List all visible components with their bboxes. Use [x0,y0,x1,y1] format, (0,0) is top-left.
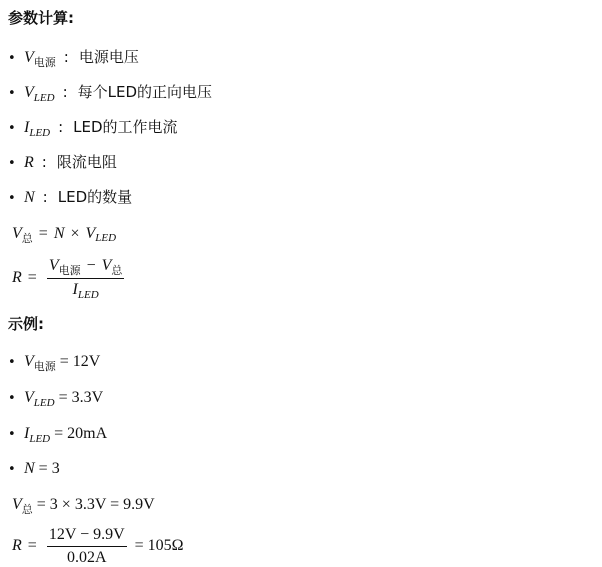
fraction-numerator: 12V − 9.9V [48,525,125,543]
formula-total-voltage: V 总 = N × V LED [12,225,117,245]
example-value: = 3.3V [58,389,104,406]
example-item-led-count: • N = 3 [8,458,60,480]
bullet-icon: • [8,121,16,136]
formula-resistor: R = $\frac{V_{电源} - V_总}{I_{LED}}$ [12,256,123,301]
param-item-led-current: • $I_{LED}$ : LED的工作电流 [8,118,178,139]
param-description: LED的数量 [57,188,133,206]
param-subscript: LED [29,127,51,139]
param-item-supply-voltage: • $V_{电源}$ : 电源电压 [8,48,139,69]
example-item-led-voltage: • $V_{LED} = 3.3V$ [8,389,104,409]
bullet-icon: • [8,391,16,406]
fraction [47,257,125,300]
param-item-resistor: • R : 限流电阻 [8,151,117,173]
param-symbol: I [24,119,30,136]
example-item-supply-voltage: • $V_{电源} = 12V$ [8,353,101,373]
example-formula-total-voltage: V 总 = 3 × 3.3V = 9.9V [12,496,155,516]
param-subscript: 电源 [33,56,56,69]
params-heading: 参数计算: [8,9,74,27]
param-symbol: N [24,189,35,206]
example-item-led-current: • $I_{LED} = 20mA$ [8,425,108,445]
bullet-icon: • [8,355,16,370]
param-description: LED的工作电流 [73,118,178,136]
bullet-icon: • [8,462,16,477]
param-symbol: V [24,49,34,66]
example-value: = 3 [38,460,60,477]
example-value: = 12V [59,353,101,370]
example-formula-resistor: R = $\frac{12V - 9.9V}{0.02A}$ = 105Ω [12,525,184,566]
param-subscript: LED [33,92,55,104]
fraction-denominator: 0.02A [66,548,107,566]
bullet-icon: • [8,191,16,206]
param-description: 限流电阻 [56,153,117,171]
fraction-bar [47,546,127,547]
fraction [47,526,127,567]
param-description: 每个LED的正向电压 [77,83,213,101]
param-description: 电源电压 [78,48,139,66]
bullet-icon: • [8,427,16,442]
param-item-led-voltage: • $V_{LED}$ : 每个LED的正向电压 [8,83,213,104]
fraction-numerator: $V_{电源} - V_总$ [48,256,123,277]
param-item-led-count: • N : LED的数量 [8,186,132,208]
example-value: = 20mA [54,425,108,442]
fraction-bar [47,278,125,279]
example-heading: 示例: [8,315,44,333]
bullet-icon: • [8,156,16,171]
bullet-icon: • [8,51,16,66]
param-symbol: R [24,154,34,171]
bullet-icon: • [8,86,16,101]
fraction-denominator: $I_{LED}$ [72,280,99,301]
param-symbol: V [24,84,34,101]
result-value: = 105Ω [134,537,184,554]
